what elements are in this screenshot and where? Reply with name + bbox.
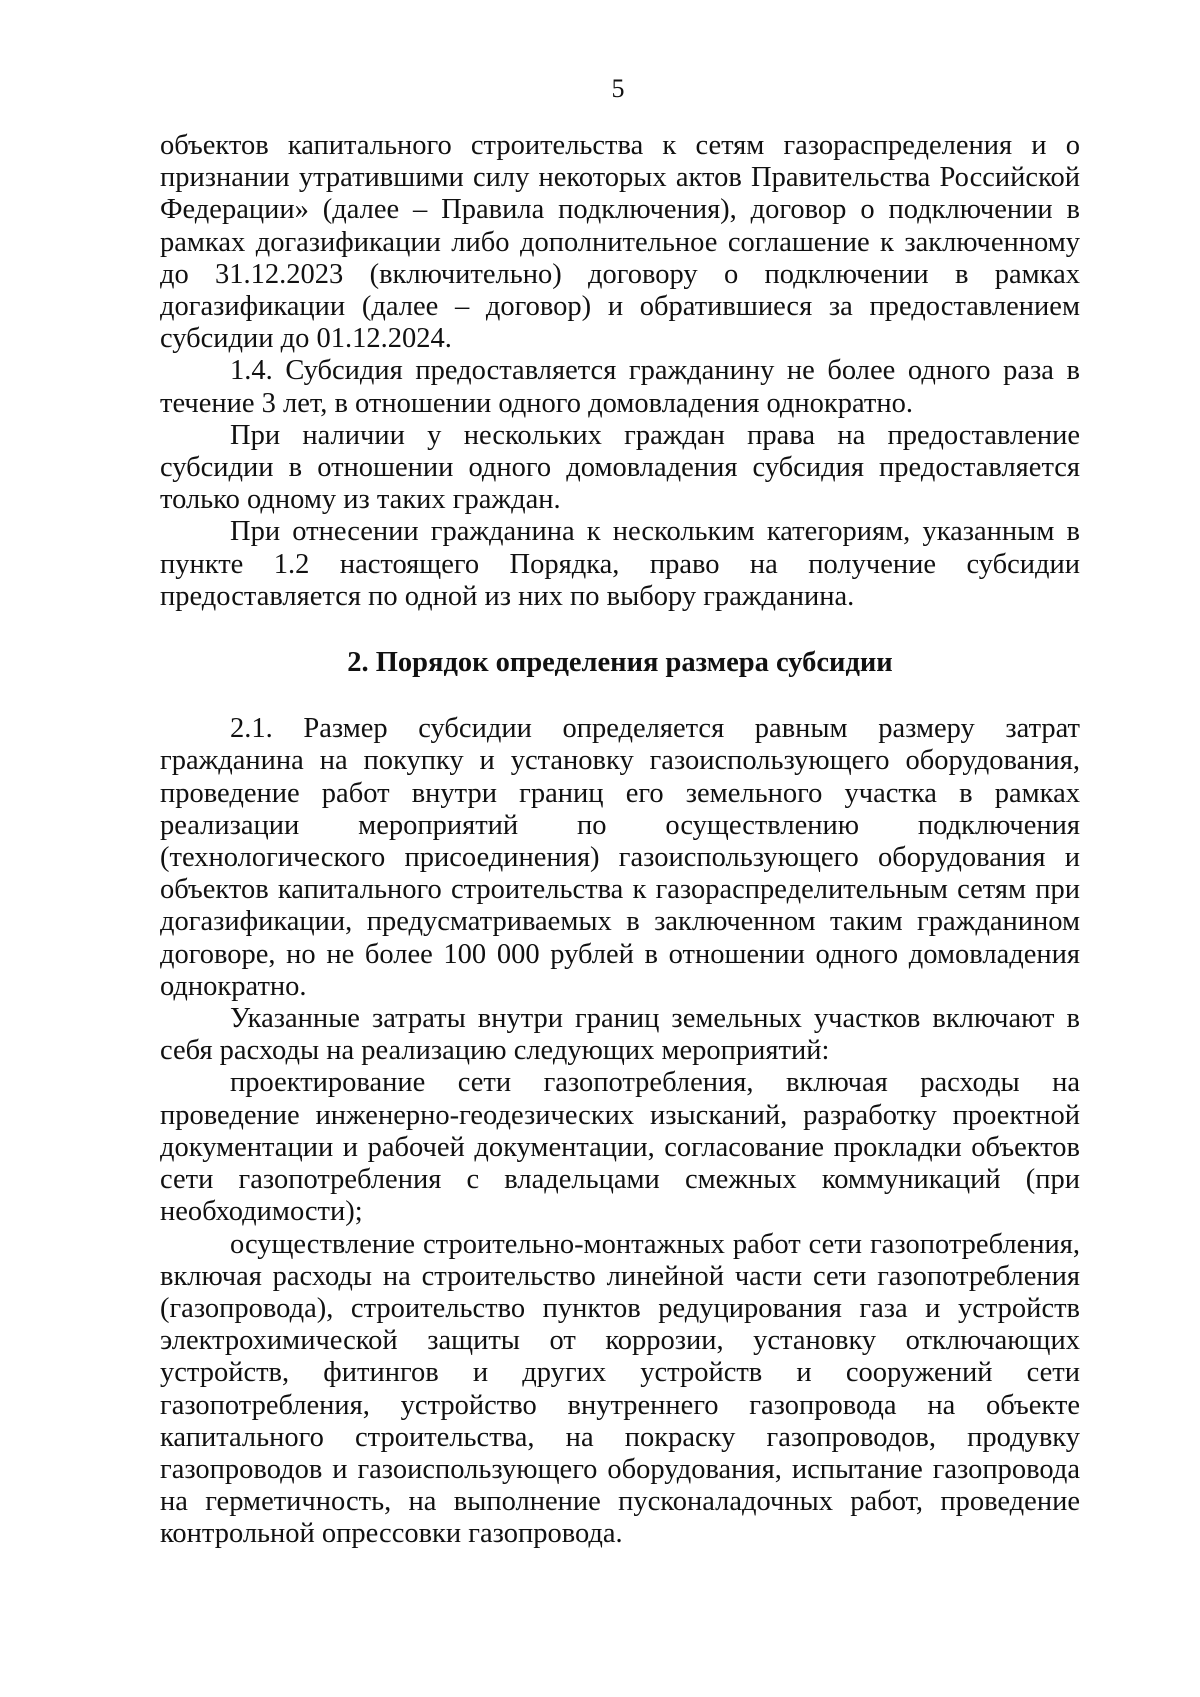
paragraph-expenses-intro: Указанные затраты внутри границ земельных участков включают в себя расходы на реализацию следующих мероприятий: — [160, 1003, 1080, 1067]
page-number: 5 — [611, 74, 625, 103]
document-body — [160, 130, 1080, 1551]
paragraph-design: проектирование сети газопотребления, включая расходы на проведение инженерно-геодезических изысканий, разработку проектной документации и рабочей документации, согласование прокладки объектов сети газопотребления с владельцами смежных коммуникаций (при необходимости); — [160, 1067, 1080, 1228]
paragraph-multiple-categories: При отнесении гражданина к нескольким категориям, указанным в пункте 1.2 настоящего Порядка, право на получение субсидии предоставляется по одной из них по выбору гражданина. — [160, 516, 1080, 612]
paragraph-2-1: 2.1. Размер субсидии определяется равным размеру затрат гражданина на покупку и установку газоиспользующего оборудования, проведение работ внутри границ его земельного участка в рамках реализации мероприятий по осуществлению подключения (технологического присоединения) газоиспользующего оборудования и объектов капитального строительства к газораспределительным сетям при догазификации, предусматриваемых в заключенном таким гражданином договоре, но не более 100 000 рублей в отношении одного домовладения однократно. — [160, 713, 1080, 1002]
paragraph-continuation: объектов капитального строительства к сетям газораспределения и о признании утратившими силу некоторых актов Правительства Российской Федерации» (далее – Правила подключения), договор о подключении в рамках догазификации либо дополнительное соглашение к заключенному до 31.12.2023 (включительно) договору о подключении в рамках догазификации (далее – договор) и обратившиеся за предоставлением субсидии до 01.12.2024. — [160, 130, 1080, 355]
paragraph-construction: осуществление строительно-монтажных работ сети газопотребления, включая расходы на строительство линейной части сети газопотребления (газопровода), строительство пунктов редуцирования газа и устройств электрохимической защиты от коррозии, установку отключающих устройств, фитингов и других устройств и сооружений сети газопотребления, устройство внутреннего газопровода на объекте капитального строительства, на покраску газопроводов, продувку газопроводов и газоиспользующего оборудования, испытание газопровода на герметичность, на выполнение пусконаладочных работ, проведение контрольной опрессовки газопровода. — [160, 1228, 1080, 1550]
paragraph-multiple-citizens: При наличии у нескольких граждан права на предоставление субсидии в отношении одного домовладения субсидия предоставляется только одному из таких граждан. — [160, 419, 1080, 516]
section-heading: 2. Порядок определения размера субсидии — [347, 647, 893, 679]
paragraph-1-4: 1.4. Субсидия предоставляется гражданину не более одного раза в течение 3 лет, в отношении одного домовладения однократно. — [160, 355, 1080, 419]
